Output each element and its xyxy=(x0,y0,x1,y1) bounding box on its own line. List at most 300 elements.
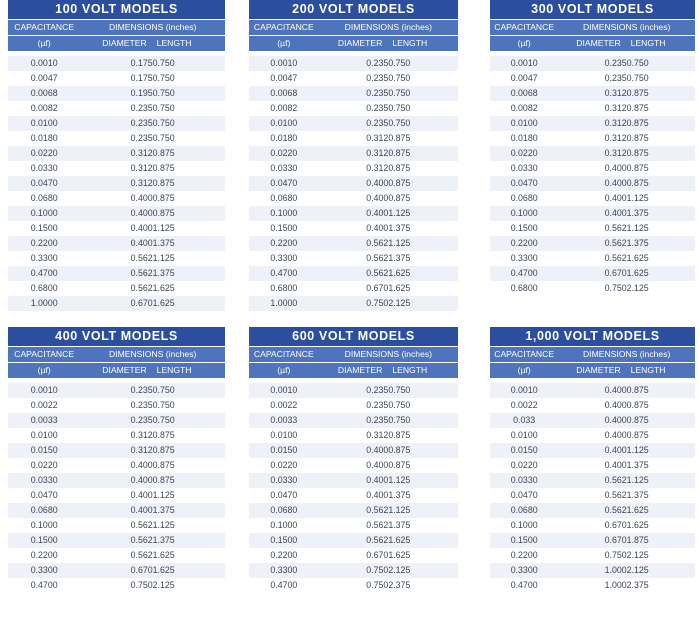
length-cell: 1.375 xyxy=(627,236,695,251)
length-header: LENGTH xyxy=(388,363,458,379)
length-cell: 1.375 xyxy=(153,533,225,548)
capacitance-cell: 0.3300 xyxy=(8,563,80,578)
diameter-cell: 0.235 xyxy=(80,131,152,146)
table-row xyxy=(249,296,458,311)
capacitance-cell: 0.0100 xyxy=(249,428,319,443)
diameter-cell: 0.400 xyxy=(319,221,389,236)
diameter-header: DIAMETER xyxy=(558,36,626,52)
table-row xyxy=(8,413,225,428)
table-row xyxy=(490,161,695,176)
diameter-cell: 0.400 xyxy=(319,458,389,473)
length-cell: 1.375 xyxy=(388,251,458,266)
capacitance-cell: 0.0180 xyxy=(8,131,80,146)
length-cell: 0.875 xyxy=(388,146,458,161)
table-row xyxy=(490,413,695,428)
capacitance-cell: 0.1000 xyxy=(249,518,319,533)
capacitance-cell: 0.4700 xyxy=(8,266,80,281)
diameter-cell: 0.400 xyxy=(558,458,626,473)
diameter-cell: 0.750 xyxy=(319,578,389,593)
capacitance-cell: 0.0010 xyxy=(8,383,80,398)
dimensions-header: DIMENSIONS (inches) xyxy=(558,20,695,36)
length-cell: 0.875 xyxy=(153,443,225,458)
spec-table xyxy=(490,0,695,296)
table-row xyxy=(249,71,458,86)
capacitance-cell: 0.0220 xyxy=(249,146,319,161)
table-row xyxy=(249,548,458,563)
diameter-cell: 0.312 xyxy=(80,176,152,191)
diameter-header: DIAMETER xyxy=(80,363,152,379)
diameter-cell: 0.400 xyxy=(80,206,152,221)
capacitance-cell: 0.1500 xyxy=(490,533,558,548)
table-row xyxy=(249,206,458,221)
table-row xyxy=(8,458,225,473)
capacitance-cell: 0.0680 xyxy=(249,503,319,518)
diameter-cell: 0.175 xyxy=(80,56,152,71)
length-cell: 1.375 xyxy=(153,503,225,518)
table-row xyxy=(8,488,225,503)
length-cell: 0.750 xyxy=(153,71,225,86)
diameter-cell: 0.235 xyxy=(319,116,389,131)
diameter-cell: 0.312 xyxy=(319,131,389,146)
length-cell: 1.625 xyxy=(388,548,458,563)
diameter-cell: 0.562 xyxy=(80,251,152,266)
length-cell: 0.750 xyxy=(388,398,458,413)
length-cell: 0.750 xyxy=(388,71,458,86)
diameter-cell: 0.235 xyxy=(80,116,152,131)
length-cell: 0.750 xyxy=(153,413,225,428)
diameter-header: DIAMETER xyxy=(558,363,626,379)
length-cell: 0.875 xyxy=(627,131,695,146)
diameter-cell: 0.312 xyxy=(558,116,626,131)
table-row xyxy=(490,101,695,116)
length-cell: 1.125 xyxy=(153,221,225,236)
length-cell: 2.125 xyxy=(627,548,695,563)
capacitance-cell: 0.0470 xyxy=(249,176,319,191)
capacitance-cell: 0.1500 xyxy=(8,533,80,548)
capacitance-cell: 0.0470 xyxy=(8,488,80,503)
table-row xyxy=(249,503,458,518)
capacitance-cell: 0.0022 xyxy=(8,398,80,413)
diameter-cell: 0.750 xyxy=(558,281,626,296)
diameter-cell: 0.400 xyxy=(558,161,626,176)
capacitance-header: CAPACITANCE xyxy=(490,20,558,36)
table-row xyxy=(8,398,225,413)
diameter-cell: 0.750 xyxy=(319,296,389,311)
diameter-cell: 0.562 xyxy=(319,533,389,548)
table-title: 100 VOLT MODELS xyxy=(8,0,225,20)
diameter-cell: 0.400 xyxy=(80,221,152,236)
capacitance-cell: 0.0150 xyxy=(490,443,558,458)
length-cell: 0.875 xyxy=(627,146,695,161)
diameter-cell: 0.235 xyxy=(80,383,152,398)
capacitance-cell: 0.0047 xyxy=(249,71,319,86)
length-cell: 0.875 xyxy=(153,206,225,221)
diameter-cell: 0.400 xyxy=(80,458,152,473)
length-cell: 0.750 xyxy=(153,101,225,116)
capacitance-cell: 0.1000 xyxy=(8,206,80,221)
diameter-cell: 0.670 xyxy=(558,533,626,548)
diameter-cell: 0.235 xyxy=(319,398,389,413)
diameter-cell: 0.670 xyxy=(558,266,626,281)
spec-table-block xyxy=(466,327,699,593)
diameter-cell: 0.235 xyxy=(319,101,389,116)
length-cell: 1.125 xyxy=(388,236,458,251)
diameter-cell: 0.235 xyxy=(80,398,152,413)
table-row xyxy=(249,176,458,191)
length-cell: 0.875 xyxy=(153,458,225,473)
table-row xyxy=(249,428,458,443)
table-row xyxy=(249,161,458,176)
capacitance-cell: 0.033 xyxy=(490,413,558,428)
length-header: LENGTH xyxy=(388,36,458,52)
table-row xyxy=(8,56,225,71)
capacitance-cell: 0.0180 xyxy=(490,131,558,146)
diameter-cell: 0.562 xyxy=(319,266,389,281)
diameter-cell: 0.562 xyxy=(558,251,626,266)
capacitance-cell: 0.0680 xyxy=(490,191,558,206)
length-cell: 0.875 xyxy=(627,101,695,116)
length-cell: 1.125 xyxy=(388,503,458,518)
capacitance-cell: 0.2200 xyxy=(8,548,80,563)
capacitance-cell: 0.0033 xyxy=(8,413,80,428)
table-row xyxy=(249,488,458,503)
table-row xyxy=(490,428,695,443)
capacitance-cell: 0.0100 xyxy=(490,116,558,131)
length-cell: 1.625 xyxy=(153,281,225,296)
capacitance-cell: 0.0330 xyxy=(490,473,558,488)
table-row xyxy=(249,473,458,488)
table-row xyxy=(8,206,225,221)
diameter-cell: 0.312 xyxy=(558,146,626,161)
table-row xyxy=(490,251,695,266)
capacitance-cell: 0.0470 xyxy=(490,176,558,191)
table-row xyxy=(490,518,695,533)
length-cell: 1.375 xyxy=(388,518,458,533)
capacitance-cell: 0.0047 xyxy=(490,71,558,86)
table-row xyxy=(249,398,458,413)
diameter-cell: 0.235 xyxy=(319,56,389,71)
table-row xyxy=(490,383,695,398)
diameter-cell: 0.195 xyxy=(80,86,152,101)
diameter-cell: 0.562 xyxy=(558,236,626,251)
capacitance-cell: 0.0033 xyxy=(249,413,319,428)
table-row xyxy=(249,146,458,161)
length-cell: 1.625 xyxy=(388,281,458,296)
capacitance-cell: 0.0068 xyxy=(490,86,558,101)
length-cell: 0.875 xyxy=(388,458,458,473)
spec-table xyxy=(490,327,695,593)
diameter-cell: 0.235 xyxy=(558,71,626,86)
capacitance-cell: 0.0082 xyxy=(490,101,558,116)
length-cell: 0.750 xyxy=(627,56,695,71)
diameter-cell: 0.400 xyxy=(558,206,626,221)
length-header: LENGTH xyxy=(627,36,695,52)
diameter-cell: 0.670 xyxy=(80,296,152,311)
capacitance-cell: 0.0010 xyxy=(249,56,319,71)
table-row xyxy=(249,251,458,266)
capacitance-cell: 0.2200 xyxy=(490,236,558,251)
length-cell: 0.875 xyxy=(153,191,225,206)
table-row xyxy=(249,116,458,131)
capacitance-cell: 0.0680 xyxy=(8,503,80,518)
capacitance-cell: 0.0010 xyxy=(490,383,558,398)
table-row xyxy=(249,443,458,458)
length-cell: 0.875 xyxy=(627,383,695,398)
diameter-cell: 0.400 xyxy=(558,428,626,443)
table-row xyxy=(8,86,225,101)
diameter-cell: 0.312 xyxy=(558,86,626,101)
row-gap xyxy=(0,311,699,327)
diameter-cell: 0.235 xyxy=(80,413,152,428)
table-row xyxy=(490,548,695,563)
table-row xyxy=(490,131,695,146)
capacitance-cell: 0.1500 xyxy=(490,221,558,236)
capacitance-cell: 0.1500 xyxy=(249,221,319,236)
table-row xyxy=(490,236,695,251)
diameter-cell: 0.312 xyxy=(558,131,626,146)
capacitance-cell: 0.0010 xyxy=(249,383,319,398)
length-cell: 1.375 xyxy=(388,488,458,503)
diameter-cell: 0.670 xyxy=(80,563,152,578)
table-row xyxy=(490,146,695,161)
length-cell: 0.875 xyxy=(388,131,458,146)
capacitance-cell: 0.6800 xyxy=(8,281,80,296)
length-cell: 1.125 xyxy=(388,473,458,488)
table-row xyxy=(8,236,225,251)
diameter-cell: 0.312 xyxy=(80,428,152,443)
length-cell: 1.625 xyxy=(627,251,695,266)
table-title: 1,000 VOLT MODELS xyxy=(490,327,695,347)
table-row xyxy=(8,473,225,488)
length-cell: 0.875 xyxy=(627,413,695,428)
capacitance-unit-header: (µf) xyxy=(8,36,80,52)
diameter-header: DIAMETER xyxy=(319,363,389,379)
spec-table-block xyxy=(0,0,233,311)
table-title: 400 VOLT MODELS xyxy=(8,327,225,347)
table-row xyxy=(490,281,695,296)
diameter-cell: 0.400 xyxy=(319,206,389,221)
table-row xyxy=(249,383,458,398)
diameter-cell: 0.400 xyxy=(319,191,389,206)
capacitance-cell: 0.0680 xyxy=(8,191,80,206)
table-row xyxy=(490,503,695,518)
length-header: LENGTH xyxy=(153,363,225,379)
capacitance-cell: 0.2200 xyxy=(249,236,319,251)
capacitance-cell: 0.0068 xyxy=(8,86,80,101)
capacitance-cell: 0.3300 xyxy=(490,251,558,266)
diameter-cell: 0.562 xyxy=(558,503,626,518)
capacitance-cell: 0.4700 xyxy=(8,578,80,593)
length-cell: 0.750 xyxy=(388,413,458,428)
length-cell: 0.875 xyxy=(627,428,695,443)
capacitance-cell: 0.2200 xyxy=(249,548,319,563)
capacitance-cell: 0.0082 xyxy=(8,101,80,116)
length-cell: 0.875 xyxy=(627,161,695,176)
capacitance-cell: 0.3300 xyxy=(490,563,558,578)
length-cell: 0.750 xyxy=(388,56,458,71)
length-cell: 0.750 xyxy=(627,71,695,86)
length-cell: 0.875 xyxy=(388,443,458,458)
diameter-cell: 0.400 xyxy=(558,398,626,413)
capacitance-cell: 0.2200 xyxy=(490,548,558,563)
table-row xyxy=(490,86,695,101)
length-cell: 1.375 xyxy=(388,221,458,236)
table-row xyxy=(490,206,695,221)
capacitance-cell: 0.0680 xyxy=(249,191,319,206)
length-header: LENGTH xyxy=(627,363,695,379)
table-row xyxy=(8,281,225,296)
table-row xyxy=(8,116,225,131)
length-cell: 2.125 xyxy=(388,296,458,311)
length-cell: 2.125 xyxy=(627,281,695,296)
capacitance-unit-header: (µf) xyxy=(8,363,80,379)
capacitance-unit-header: (µf) xyxy=(249,363,319,379)
table-row xyxy=(8,383,225,398)
length-cell: 1.625 xyxy=(627,503,695,518)
capacitance-cell: 0.4700 xyxy=(249,266,319,281)
length-cell: 1.125 xyxy=(627,473,695,488)
table-row xyxy=(249,191,458,206)
table-row xyxy=(8,71,225,86)
table-row xyxy=(490,71,695,86)
diameter-cell: 0.750 xyxy=(558,548,626,563)
diameter-cell: 1.000 xyxy=(558,563,626,578)
length-cell: 1.125 xyxy=(153,518,225,533)
capacitance-cell: 0.1000 xyxy=(490,518,558,533)
length-cell: 1.375 xyxy=(627,206,695,221)
length-cell: 1.375 xyxy=(153,236,225,251)
table-row xyxy=(8,578,225,593)
length-cell: 0.750 xyxy=(153,56,225,71)
capacitance-cell: 0.0068 xyxy=(249,86,319,101)
capacitance-cell: 0.0010 xyxy=(8,56,80,71)
dimensions-header: DIMENSIONS (inches) xyxy=(319,20,458,36)
table-row xyxy=(490,56,695,71)
table-row xyxy=(490,578,695,593)
table-row xyxy=(249,458,458,473)
table-row xyxy=(249,281,458,296)
table-row xyxy=(8,101,225,116)
diameter-cell: 0.562 xyxy=(319,518,389,533)
spec-table xyxy=(249,327,458,593)
diameter-cell: 0.312 xyxy=(319,146,389,161)
diameter-cell: 0.400 xyxy=(319,473,389,488)
length-cell: 0.750 xyxy=(388,101,458,116)
table-row xyxy=(249,56,458,71)
capacitance-cell: 1.0000 xyxy=(249,296,319,311)
length-cell: 0.750 xyxy=(153,116,225,131)
length-cell: 0.875 xyxy=(153,146,225,161)
capacitance-header: CAPACITANCE xyxy=(8,20,80,36)
diameter-cell: 0.562 xyxy=(558,473,626,488)
length-cell: 1.875 xyxy=(627,533,695,548)
length-cell: 1.125 xyxy=(627,191,695,206)
capacitance-cell: 0.0047 xyxy=(8,71,80,86)
length-cell: 0.875 xyxy=(153,161,225,176)
dimensions-header: DIMENSIONS (inches) xyxy=(319,347,458,363)
diameter-cell: 0.235 xyxy=(558,56,626,71)
table-row xyxy=(249,578,458,593)
table-row xyxy=(490,458,695,473)
table-title: 200 VOLT MODELS xyxy=(249,0,458,20)
capacitance-cell: 0.6800 xyxy=(490,281,558,296)
length-cell: 0.750 xyxy=(153,398,225,413)
length-cell: 0.750 xyxy=(153,86,225,101)
table-row xyxy=(490,398,695,413)
table-title: 300 VOLT MODELS xyxy=(490,0,695,20)
length-cell: 1.625 xyxy=(153,296,225,311)
diameter-cell: 0.562 xyxy=(80,518,152,533)
capacitance-unit-header: (µf) xyxy=(249,36,319,52)
capacitance-cell: 0.0180 xyxy=(249,131,319,146)
length-header: LENGTH xyxy=(153,36,225,52)
capacitance-header: CAPACITANCE xyxy=(249,20,319,36)
capacitance-cell: 0.1500 xyxy=(8,221,80,236)
diameter-cell: 0.235 xyxy=(319,71,389,86)
diameter-cell: 0.562 xyxy=(319,251,389,266)
diameter-cell: 0.312 xyxy=(80,443,152,458)
length-cell: 1.125 xyxy=(627,443,695,458)
diameter-cell: 0.750 xyxy=(319,563,389,578)
table-row xyxy=(8,296,225,311)
diameter-cell: 0.312 xyxy=(80,161,152,176)
length-cell: 0.875 xyxy=(627,86,695,101)
diameter-cell: 0.400 xyxy=(80,473,152,488)
length-cell: 2.125 xyxy=(153,578,225,593)
diameter-cell: 0.562 xyxy=(80,266,152,281)
length-cell: 1.125 xyxy=(153,488,225,503)
length-cell: 1.125 xyxy=(627,221,695,236)
table-row xyxy=(8,443,225,458)
diameter-cell: 0.312 xyxy=(558,101,626,116)
diameter-cell: 0.562 xyxy=(80,533,152,548)
dimensions-header: DIMENSIONS (inches) xyxy=(558,347,695,363)
table-row xyxy=(490,443,695,458)
capacitance-unit-header: (µf) xyxy=(490,36,558,52)
table-row xyxy=(249,518,458,533)
diameter-cell: 0.235 xyxy=(319,413,389,428)
table-row xyxy=(8,251,225,266)
length-cell: 1.125 xyxy=(388,206,458,221)
diameter-cell: 0.400 xyxy=(558,176,626,191)
table-row xyxy=(8,146,225,161)
length-cell: 0.750 xyxy=(388,86,458,101)
table-row xyxy=(8,548,225,563)
capacitance-cell: 0.0100 xyxy=(249,116,319,131)
diameter-cell: 0.312 xyxy=(319,161,389,176)
table-row xyxy=(249,266,458,281)
diameter-cell: 0.400 xyxy=(319,443,389,458)
table-row xyxy=(8,176,225,191)
length-cell: 1.625 xyxy=(153,548,225,563)
table-row xyxy=(8,503,225,518)
capacitance-cell: 1.0000 xyxy=(8,296,80,311)
capacitance-cell: 0.1000 xyxy=(249,206,319,221)
table-row xyxy=(249,131,458,146)
diameter-cell: 0.175 xyxy=(80,71,152,86)
table-row xyxy=(8,161,225,176)
diameter-cell: 0.750 xyxy=(80,578,152,593)
table-row xyxy=(490,116,695,131)
diameter-cell: 0.235 xyxy=(319,86,389,101)
diameter-header: DIAMETER xyxy=(319,36,389,52)
table-row xyxy=(249,563,458,578)
length-cell: 2.125 xyxy=(388,563,458,578)
length-cell: 2.375 xyxy=(388,578,458,593)
diameter-cell: 0.312 xyxy=(80,146,152,161)
length-cell: 0.750 xyxy=(153,131,225,146)
capacitance-cell: 0.0330 xyxy=(8,473,80,488)
